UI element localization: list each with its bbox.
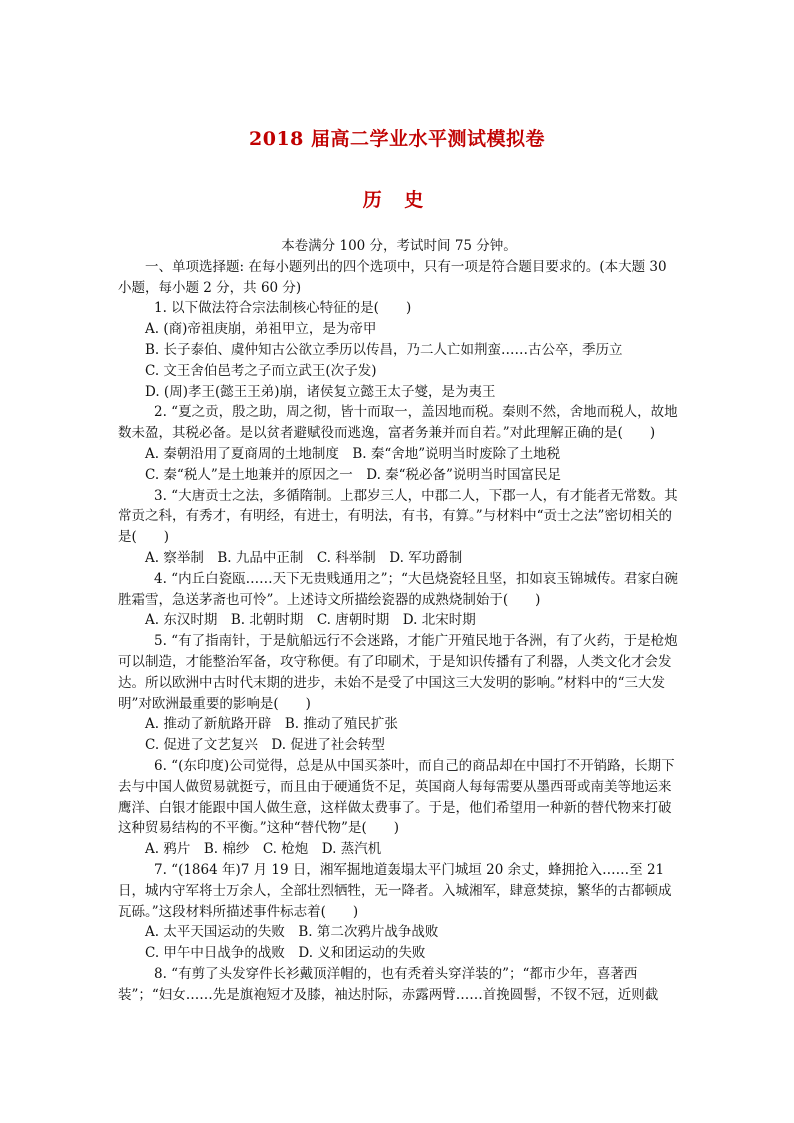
exam-title: 2018 届高二学业水平测试模拟卷 bbox=[249, 128, 545, 150]
question-5-options-ab: A. 推动了新航路开辟 B. 推动了殖民扩张 bbox=[145, 716, 398, 733]
question-6-options: A. 鸦片 B. 棉纱 C. 枪炮 D. 蒸汽机 bbox=[145, 841, 382, 858]
question-5-options-cd: C. 促进了文艺复兴 D. 促进了社会转型 bbox=[145, 737, 385, 754]
question-7-options-ab: A. 太平天国运动的失败 B. 第二次鸦片战争战败 bbox=[145, 924, 439, 941]
question-1-option-a: A. (商)帝祖庚崩，弟祖甲立，是为帝甲 bbox=[145, 321, 377, 338]
question-3-options: A. 察举制 B. 九品中正制 C. 科举制 D. 军功爵制 bbox=[145, 549, 463, 566]
question-1-stem: 1. 以下做法符合宗法制核心特征的是( ) bbox=[154, 300, 412, 317]
exam-body bbox=[118, 236, 680, 1005]
question-7-options-cd: C. 甲午中日战争的战败 D. 义和团运动的失败 bbox=[145, 945, 426, 962]
question-2-options-ab: A. 秦朝沿用了夏商周的土地制度 B. 秦“舍地”说明当时废除了土地税 bbox=[145, 445, 561, 462]
question-1-option-b: B. 长子泰伯、虞仲知古公欲立季历以传昌，乃二人亡如荆蛮……古公卒，季历立 bbox=[145, 341, 623, 358]
question-4-options: A. 东汉时期 B. 北朝时期 C. 唐朝时期 D. 北宋时期 bbox=[145, 612, 476, 629]
question-3-stem: 3. “大唐贡士之法，多循隋制。上郡岁三人，中郡二人，下郡一人，有才能者无常数。其常贡之科，有秀才，有明经，有进士，有明法，有书，有算。”与材料中“贡士之法”密切相关的是( ) bbox=[118, 487, 678, 546]
question-8-stem: 8. “有剪了头发穿件长衫戴顶洋帽的，也有秃着头穿洋装的”；“都市少年，喜著西装”；“妇女……先是旗袍短才及膝，袖达肘际，赤露两臂……首挽圆髻，不钗不冠，近则截 bbox=[118, 965, 659, 1003]
question-7-stem: 7. “(1864 年)7 月 19 日，湘军掘地道轰塌太平门城垣 20 余丈，蜂拥抢入……至 21 日，城内守军将士万余人，全部壮烈牺牲，无一降者。入城湘军，肆意焚掠，繁华的古都顿成瓦砾。”这段材料所描述事件标志着( ) bbox=[118, 861, 672, 920]
subject-title: 历 史 bbox=[362, 189, 432, 211]
question-5-stem: 5. “有了指南针，于是航船远行不会迷路，才能广开殖民地于各洲，有了火药，于是枪炮可以制造，才能整治军备，攻守称便。有了印刷术，于是知识传播有了利器，人类文化才会发达。所以欧洲中古时代末期的进步，未始不是受了中国这三大发明的影响。”材料中的“三大发明”对欧洲最重要的影响是( ) bbox=[118, 633, 678, 712]
question-6-stem: 6. “(东印度)公司觉得，总是从中国买茶叶，而自己的商品却在中国打不开销路，长期下去与中国人做贸易就挺亏，而且由于硬通货不足，英国商人每每需要从墨西哥或南美等地运来鹰洋、白银才能跟中国人做生意，这样做太费事了。于是，他们希望用一种新的替代物来打破这种贸易结构的不平衡。”这种“替代物”是( ) bbox=[118, 757, 675, 837]
question-2-options-cd: C. 秦“税人”是土地兼并的原因之一 D. 秦“税必备”说明当时国富民足 bbox=[145, 466, 561, 483]
question-4-stem: 4. “内丘白瓷瓯……天下无贵贱通用之”；“大邑烧瓷轻且坚，扣如哀玉锦城传。君家白碗胜霜雪，急送茅斋也可怜”。上述诗文所描绘瓷器的成熟烧制始于( ) bbox=[118, 570, 678, 608]
question-2-stem: 2. “夏之贡，殷之助，周之彻，皆十而取一，盖因地而税。秦则不然，舍地而税人，故地数未盈，其税必备。是以贫者避赋役而逃逸，富者务兼并而自若。”对此理解正确的是( ) bbox=[118, 404, 678, 442]
exam-instructions: 本卷满分 100 分，考试时间 75 分钟。 bbox=[281, 238, 517, 254]
question-1-option-d: D. (周)孝王(懿王王弟)崩，诸侯复立懿王太子燮，是为夷王 bbox=[145, 383, 496, 400]
question-1-option-c: C. 文王舍伯邑考之子而立武王(次子发) bbox=[145, 362, 377, 379]
section-header: 一、单项选择题: 在每小题列出的四个选项中，只有一项是符合题目要求的。(本大题 30 小题，每小题 2 分，共 60 分) bbox=[118, 258, 667, 296]
